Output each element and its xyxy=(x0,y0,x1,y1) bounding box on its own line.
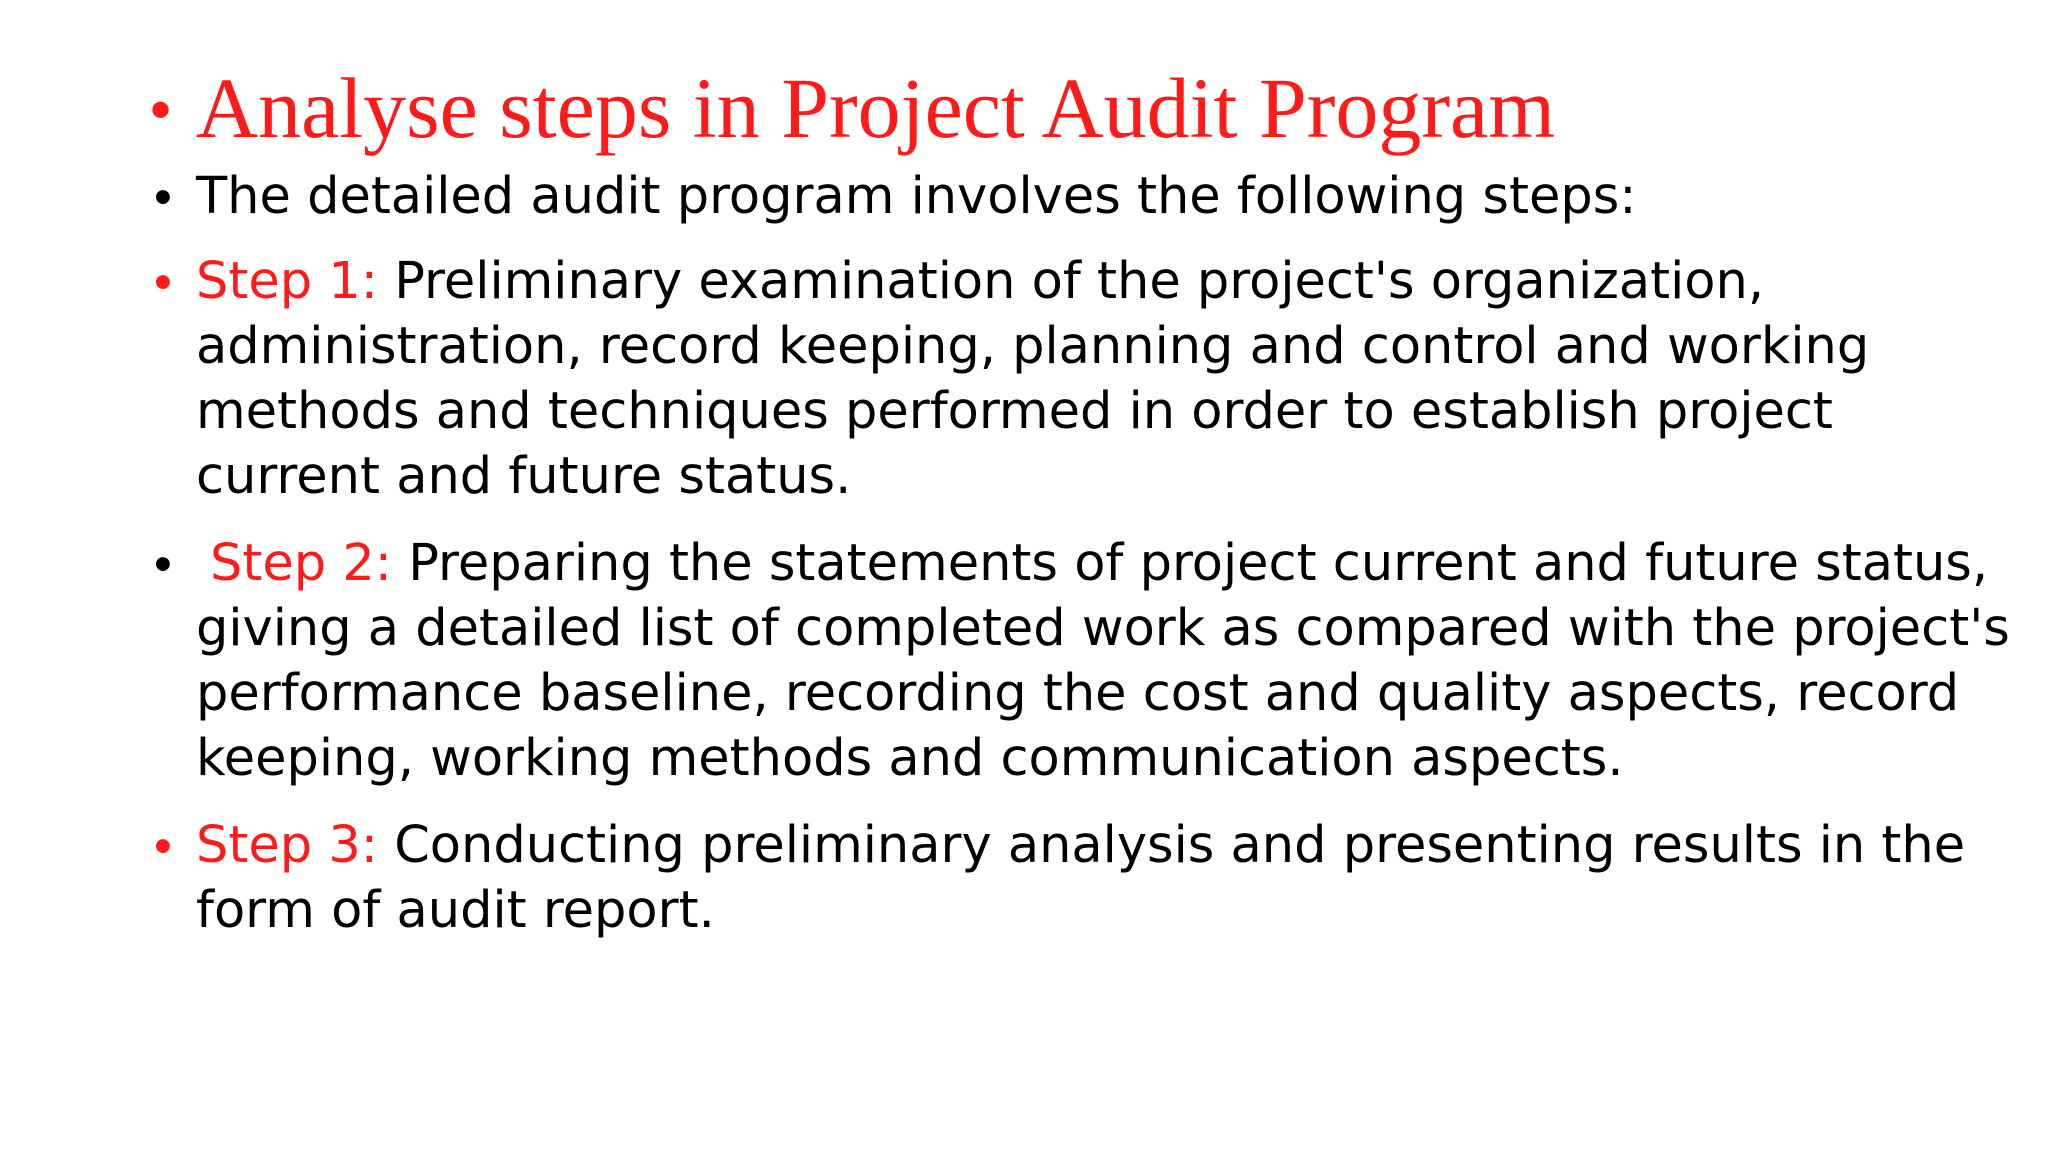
step-1-bullet: • xyxy=(154,253,172,310)
step-1-text: Preliminary examination of the project's organization, administration, record keeping, planning and control and working methods and techniques performed in order to establish project current and future status. xyxy=(196,252,1870,506)
step-3-label: Step 3: xyxy=(196,816,378,875)
step-2-label: Step 2: xyxy=(210,534,392,593)
step-2-item xyxy=(150,531,2010,791)
bullet-list xyxy=(150,58,2010,965)
intro-text: The detailed audit program involves the following steps: xyxy=(196,167,1637,226)
intro-item xyxy=(150,164,2010,229)
step-2-text: Preparing the statements of project current and future status, giving a detailed list of completed work as compared with the project's performance baseline, recording the cost and quality aspects, record keeping, working methods and communication aspects. xyxy=(196,534,2010,788)
step-3-text: Conducting preliminary analysis and presenting results in the form of audit report. xyxy=(196,816,1966,940)
step-1-label: Step 1: xyxy=(196,252,378,311)
intro-bullet: • xyxy=(154,168,172,225)
slide-title: Analyse steps in Project Audit Program xyxy=(196,60,1556,156)
step-3-bullet: • xyxy=(154,817,172,874)
slide-title-item xyxy=(150,58,2010,158)
step-2-bullet: • xyxy=(154,535,172,592)
step-3-item xyxy=(150,813,2010,943)
title-bullet: • xyxy=(150,76,172,143)
step-1-item xyxy=(150,249,2010,509)
